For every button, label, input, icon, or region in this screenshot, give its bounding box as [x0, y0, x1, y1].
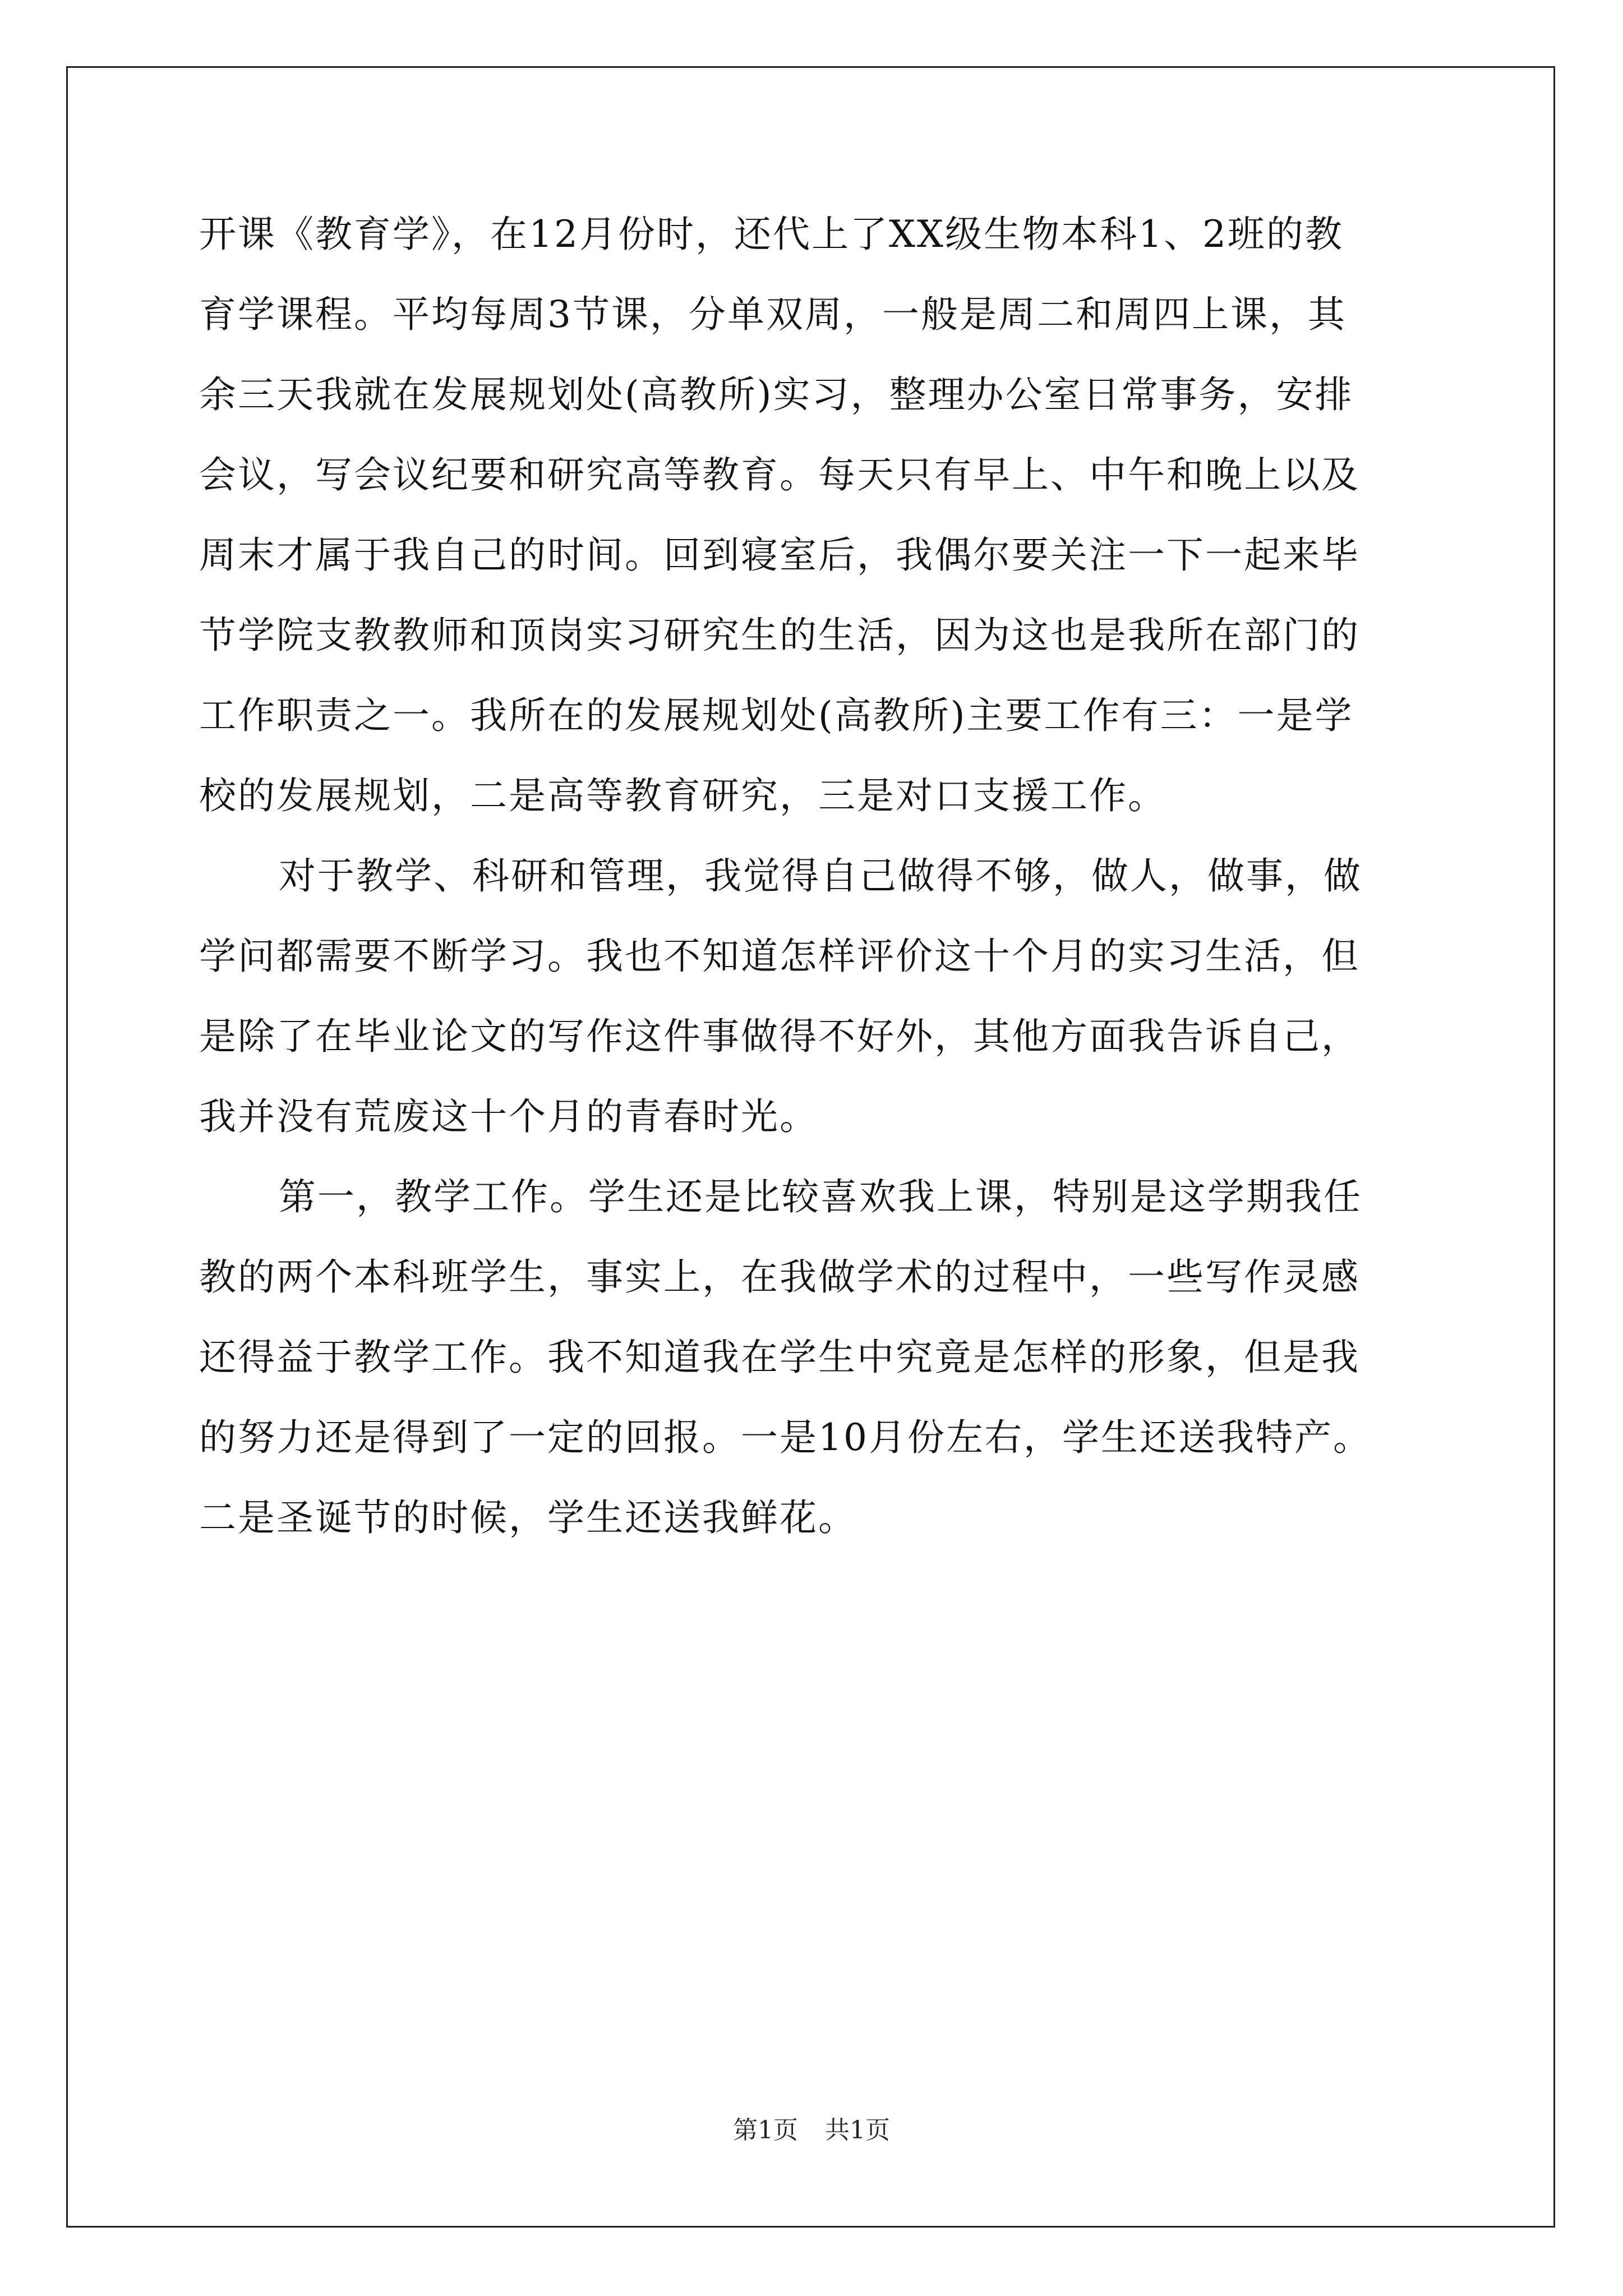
page-footer [0, 2115, 1623, 2146]
paragraph-1-line-8: 校的发展规划，二是高等教育研究，三是对口支援工作。 [199, 774, 1166, 817]
paragraph-2-line-4: 我并没有荒废这十个月的青春时光。 [199, 1095, 818, 1138]
paragraph-3-line-4: 的努力还是得到了一定的回报。一是10月份左右，学生还送我特产。 [199, 1416, 1372, 1459]
paragraph-1-line-3: 余三天我就在发展规划处(高教所)实习，整理办公室日常事务，安排 [199, 373, 1354, 416]
paragraph-2-line-2: 学问都需要不断学习。我也不知道怎样评价这十个月的实习生活，但 [199, 935, 1360, 978]
paragraph-3-line-5: 二是圣诞节的时候，学生还送我鲜花。 [199, 1496, 857, 1539]
paragraph-3-line-1: 第一，教学工作。学生还是比较喜欢我上课，特别是这学期我任 [279, 1175, 1362, 1218]
paragraph-1-line-6: 节学院支教教师和顶岗实习研究生的生活，因为这也是我所在部门的 [199, 614, 1360, 657]
paragraph-1-line-7: 工作职责之一。我所在的发展规划处(高教所)主要工作有三：一是学 [199, 694, 1354, 737]
page-number: 第1页 [733, 2116, 798, 2145]
paragraph-3-line-2: 教的两个本科班学生，事实上，在我做学术的过程中，一些写作灵感 [199, 1255, 1360, 1299]
paragraph-2-line-3: 是除了在毕业论文的写作这件事做得不好外，其他方面我告诉自己， [199, 1015, 1360, 1058]
paragraph-1-line-5: 周末才属于我自己的时间。回到寝室后，我偶尔要关注一下一起来毕 [199, 533, 1360, 577]
paragraph-1-line-2: 育学课程。平均每周3节课，分单双周，一般是周二和周四上课，其 [199, 293, 1347, 336]
paragraph-3-line-3: 还得益于教学工作。我不知道我在学生中究竟是怎样的形象，但是我 [199, 1336, 1360, 1379]
paragraph-1-line-1: 开课《教育学》，在12月份时，还代上了XX级生物本科1、2班的教 [199, 213, 1344, 256]
paragraph-1-line-4: 会议，写会议纪要和研究高等教育。每天只有早上、中午和晚上以及 [199, 453, 1360, 496]
page-total: 共1页 [825, 2116, 890, 2145]
paragraph-2-line-1: 对于教学、科研和管理，我觉得自己做得不够，做人，做事，做 [279, 854, 1362, 898]
